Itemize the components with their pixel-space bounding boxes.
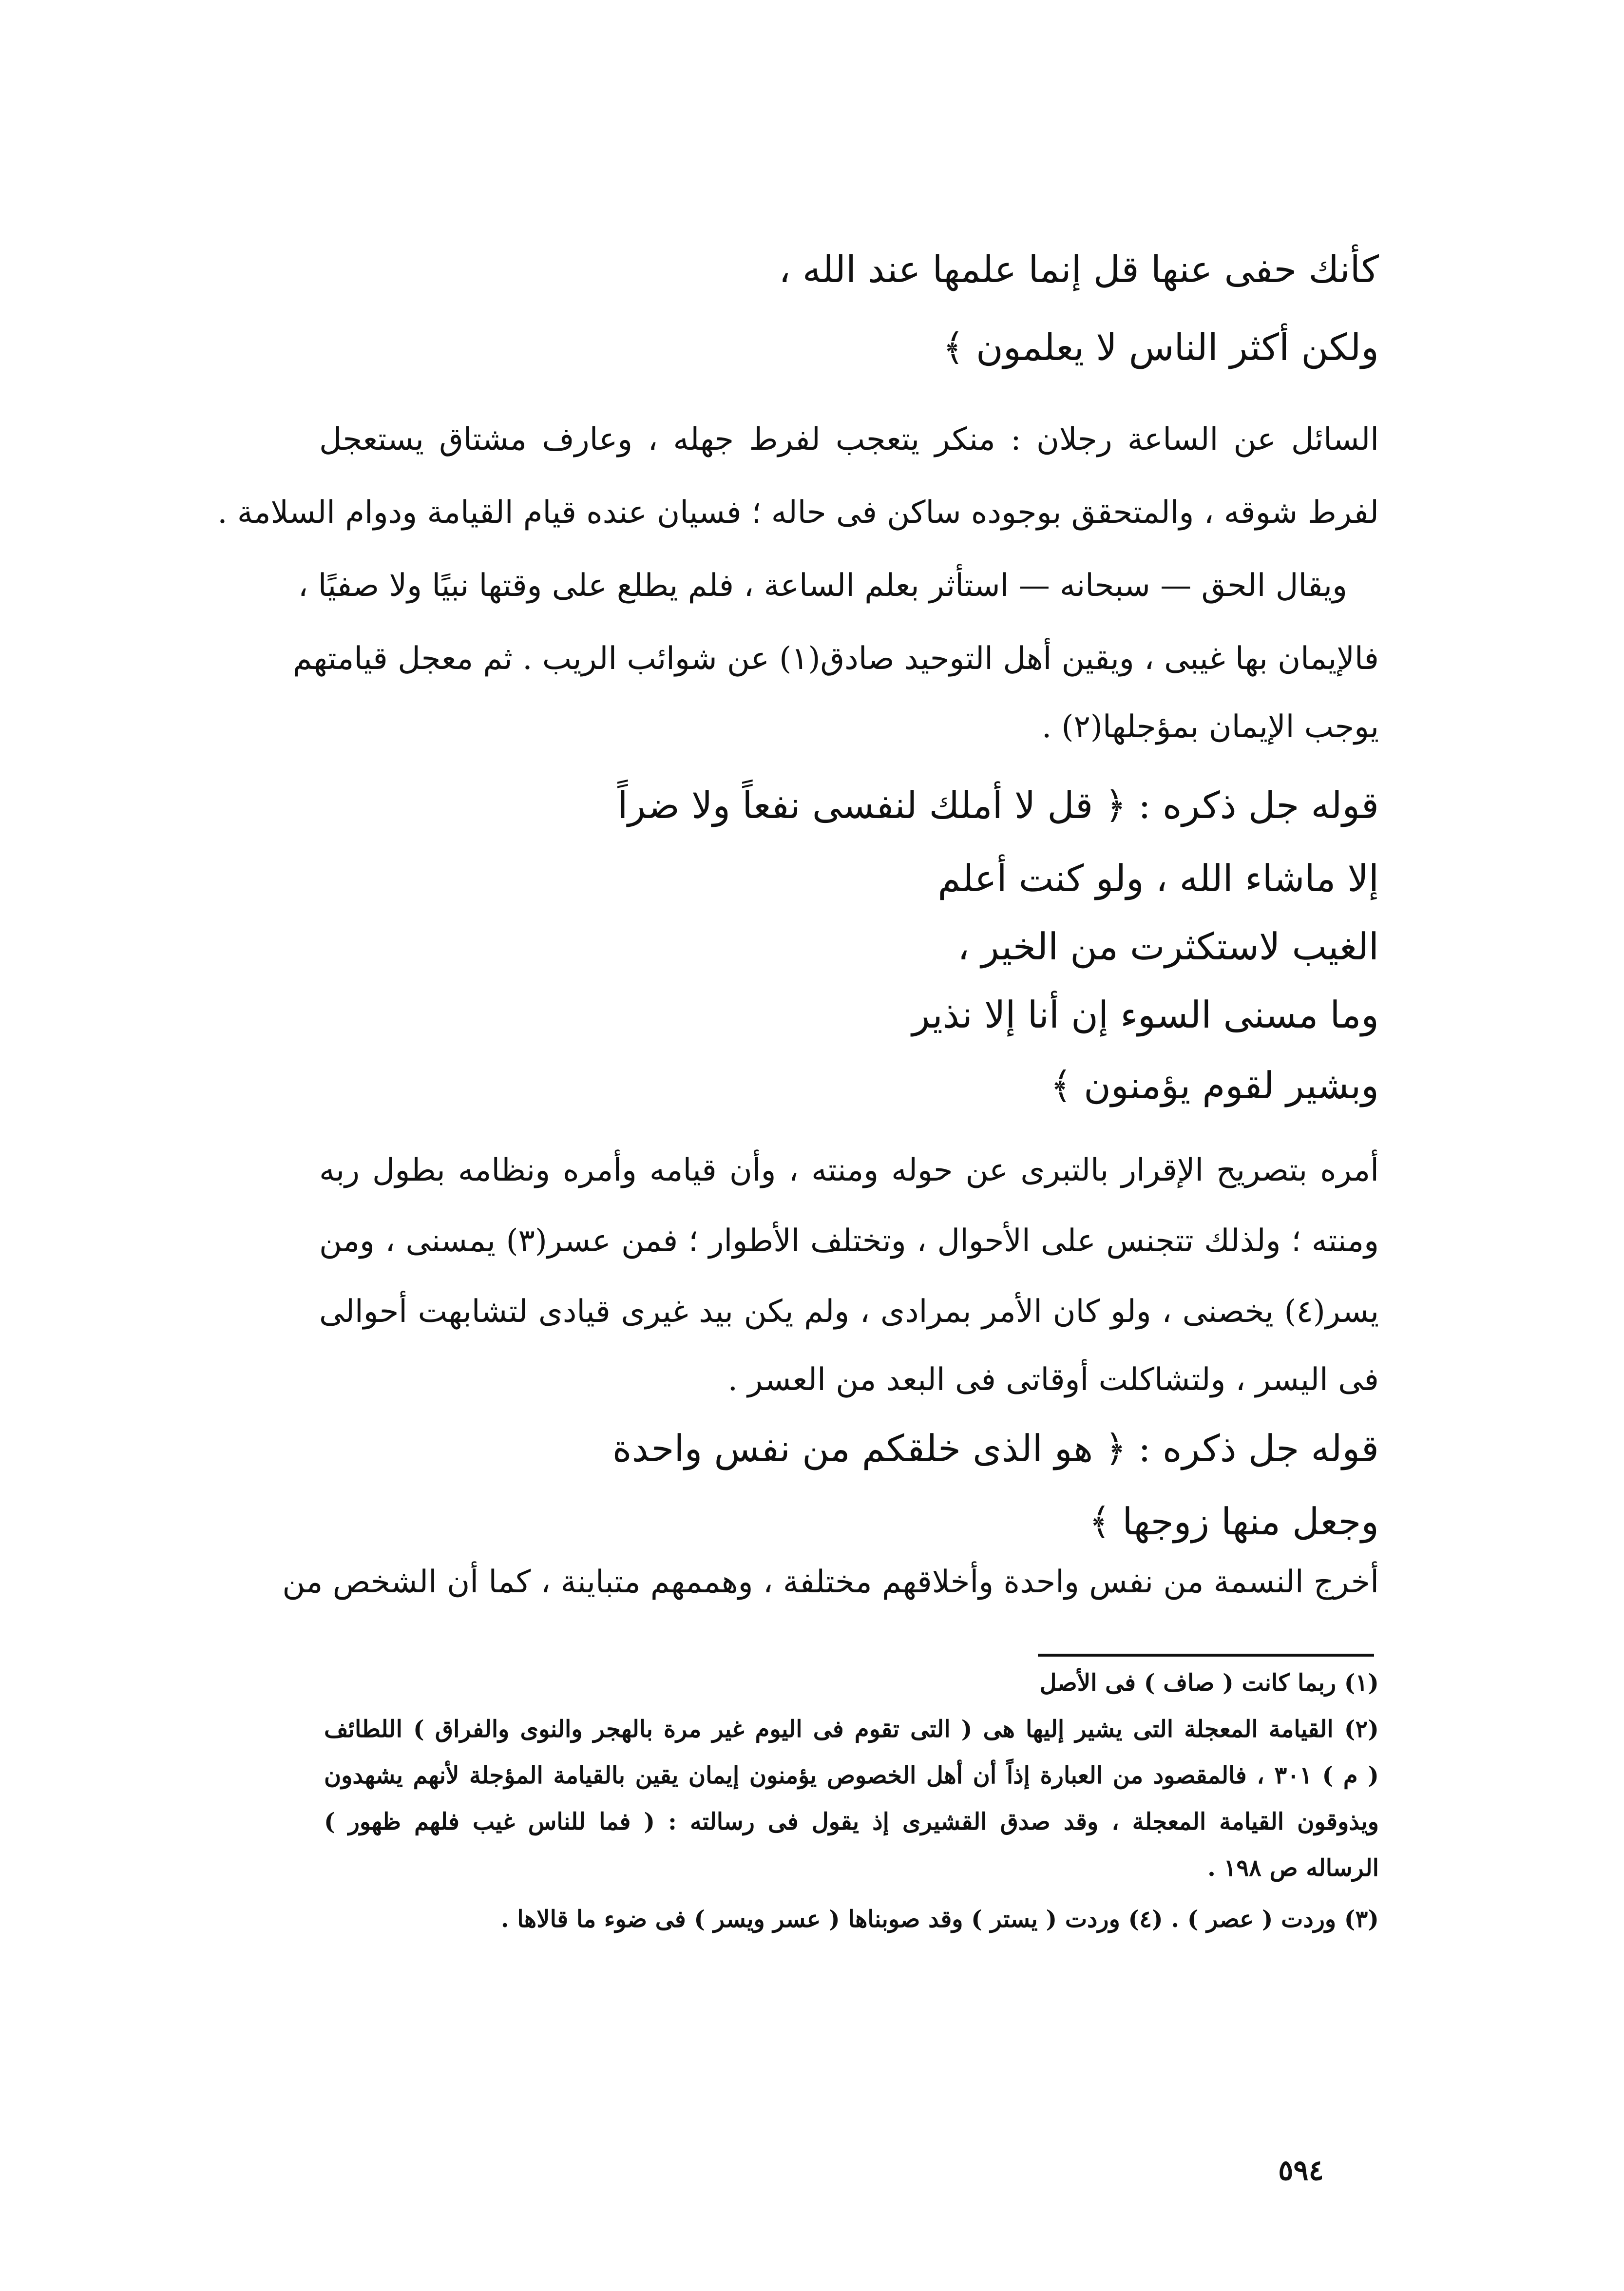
footnote: ويذوقون القيامة المعجلة ، وقد صدق القشيرى إذ يقول فى رسالته : ( فما للناس غيب فلهم ظهور ) — [324, 1808, 1379, 1835]
paragraph-line: ويقال الحق — سبحانه — استأثر بعلم الساعة ، فلم يطلع على وقتها نبيًا ولا صفيًا ، — [298, 568, 1347, 604]
paragraph-line: أخرج النسمة من نفس واحدة وأخلاقهم مختلفة ، وهممهم متباينة ، كما أن الشخص من — [282, 1564, 1379, 1600]
paragraph-line: فى اليسر ، ولتشاكلت أوقاتى فى البعد من العسر . — [727, 1362, 1379, 1398]
paragraph-line: فالإيمان بها غيبى ، ويقين أهل التوحيد صادق(١) عن شوائب الريب . ثم معجل قيامتهم — [292, 641, 1379, 677]
verse-line: قوله جل ذكره : ﴿ قل لا أملك لنفسى نفعاً ولا ضراً — [617, 783, 1379, 827]
footnote: ( م ) ٣٠١ ، فالمقصود من العبارة إذاً أن أهل الخصوص يؤمنون إيمان يقين بالقيامة المؤجلة لأنهم يشهدون — [324, 1762, 1379, 1789]
paragraph-line: لفرط شوقه ، والمتحقق بوجوده ساكن فى حاله ؛ فسيان عنده قيام القيامة ودوام السلامة . — [217, 495, 1379, 531]
paragraph-line: أمره بتصريح الإقرار بالتبرى عن حوله ومنته ، وأن قيامه وأمره ونظامه بطول ربه — [319, 1152, 1379, 1188]
verse-line: قوله جل ذكره : ﴿ هو الذى خلقكم من نفس واحدة — [612, 1427, 1379, 1470]
paragraph-line: يوجب الإيمان بمؤجلها(٢) . — [1041, 709, 1379, 745]
footnote: الرساله ص ١٩٨ . — [1207, 1854, 1379, 1882]
verse-line: إلا ماشاء الله ، ولو كنت أعلم — [937, 857, 1379, 900]
verse-line: وبشير لقوم يؤمنون ﴾ — [1050, 1064, 1379, 1107]
footnote: (١) ربما كانت ( صاف ) فى الأصل — [1039, 1669, 1379, 1697]
verse-line: وجعل منها زوجها ﴾ — [1089, 1500, 1379, 1543]
footnote: (٢) القيامة المعجلة التى يشير إليها هى ( التى تقوم فى اليوم غير مرة بالهجر والنوى والفراق ) اللطائف — [324, 1716, 1379, 1743]
paragraph-line: يسر(٤) يخصنى ، ولو كان الأمر بمرادى ، ولم يكن بيد غيرى قيادى لتشابهت أحوالى — [319, 1294, 1379, 1330]
footnote: (٣) وردت ( عصر ) . (٤) وردت ( يستر ) وقد صوبناها ( عسر ويسر ) فى ضوء ما قالاها . — [500, 1906, 1379, 1933]
verse-line: ولكن أكثر الناس لا يعلمون ﴾ — [942, 325, 1379, 369]
verse-line: الغيب لاستكثرت من الخير ، — [957, 925, 1379, 968]
verse-line: وما مسنى السوء إن أنا إلا نذير — [912, 993, 1379, 1036]
page-number: ٥٩٤ — [1278, 2154, 1324, 2187]
paragraph-line: السائل عن الساعة رجلان : منكر يتعجب لفرط جهله ، وعارف مشتاق يستعجل — [319, 421, 1379, 458]
footnote-divider — [1038, 1654, 1374, 1657]
paragraph-line: ومنته ؛ ولذلك تتجنس على الأحوال ، وتختلف الأطوار ؛ فمن عسر(٣) يمسنى ، ومن — [319, 1223, 1379, 1259]
verse-line: كأنك حفى عنها قل إنما علمها عند الله ، — [779, 248, 1379, 291]
